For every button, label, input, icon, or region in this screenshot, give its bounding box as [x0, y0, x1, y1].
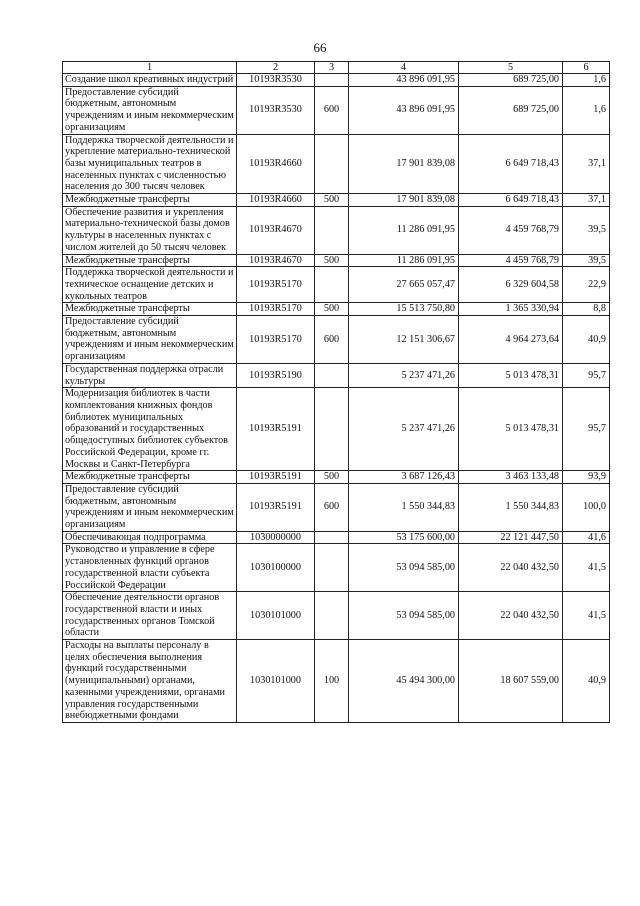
row-plan-amount: 1 550 344,83	[349, 483, 459, 531]
row-name: Руководство и управление в сфере установленных функций органов государственной власти субъекта Российской Федерации	[63, 544, 237, 592]
row-code: 10193R4670	[237, 254, 315, 267]
row-code: 1030101000	[237, 592, 315, 640]
row-fact-amount: 6 329 604,58	[459, 267, 563, 303]
row-fact-amount: 22 040 432,50	[459, 544, 563, 592]
row-plan-amount: 43 896 091,95	[349, 86, 459, 134]
row-fact-amount: 1 365 330,94	[459, 303, 563, 316]
table-row	[63, 471, 610, 484]
row-plan-amount: 27 665 057,47	[349, 267, 459, 303]
header-cell: 6	[563, 62, 610, 74]
header-cell: 3	[315, 62, 349, 74]
table-body	[63, 74, 610, 723]
row-expense-type	[315, 267, 349, 303]
table-row	[63, 267, 610, 303]
row-plan-amount: 11 286 091,95	[349, 254, 459, 267]
row-expense-type	[315, 592, 349, 640]
row-name: Предоставление субсидий бюджетным, автономным учреждениям и иным некоммерческим организациям	[63, 86, 237, 134]
row-code: 10193R5191	[237, 388, 315, 471]
row-name: Межбюджетные трансферты	[63, 303, 237, 316]
row-percent: 40,9	[563, 316, 610, 364]
row-expense-type	[315, 74, 349, 87]
row-fact-amount: 18 607 559,00	[459, 640, 563, 723]
row-percent: 41,5	[563, 592, 610, 640]
row-code: 1030101000	[237, 640, 315, 723]
row-name: Предоставление субсидий бюджетным, автономным учреждениям и иным некоммерческим организациям	[63, 316, 237, 364]
row-plan-amount: 11 286 091,95	[349, 206, 459, 254]
row-code: 10193R5170	[237, 303, 315, 316]
row-code: 10193R5170	[237, 267, 315, 303]
row-code: 10193R3530	[237, 74, 315, 87]
row-code: 10193R4660	[237, 194, 315, 207]
row-percent: 95,7	[563, 388, 610, 471]
table-row	[63, 531, 610, 544]
table-row	[63, 640, 610, 723]
row-percent: 41,5	[563, 544, 610, 592]
header-cell: 4	[349, 62, 459, 74]
row-plan-amount: 5 237 471,26	[349, 363, 459, 387]
row-expense-type	[315, 544, 349, 592]
row-expense-type: 600	[315, 316, 349, 364]
row-name: Межбюджетные трансферты	[63, 471, 237, 484]
row-fact-amount: 689 725,00	[459, 86, 563, 134]
table-row	[63, 592, 610, 640]
row-expense-type: 100	[315, 640, 349, 723]
header-cell: 2	[237, 62, 315, 74]
table-row	[63, 134, 610, 194]
row-code: 10193R4670	[237, 206, 315, 254]
row-fact-amount: 4 964 273,64	[459, 316, 563, 364]
row-plan-amount: 43 896 091,95	[349, 74, 459, 87]
row-percent: 39,5	[563, 206, 610, 254]
row-expense-type	[315, 388, 349, 471]
row-plan-amount: 53 175 600,00	[349, 531, 459, 544]
table-row	[63, 316, 610, 364]
row-name: Поддержка творческой деятельности и техническое оснащение детских и кукольных театров	[63, 267, 237, 303]
table-row	[63, 388, 610, 471]
row-code: 10193R5191	[237, 471, 315, 484]
row-name: Обеспечение развития и укрепления материально-технической базы домов культуры в населенных пунктах с числом жителей до 50 тысяч человек	[63, 206, 237, 254]
row-fact-amount: 1 550 344,83	[459, 483, 563, 531]
row-percent: 37,1	[563, 134, 610, 194]
row-fact-amount: 3 463 133,48	[459, 471, 563, 484]
row-code: 10193R5190	[237, 363, 315, 387]
table-row	[63, 206, 610, 254]
row-code: 10193R4660	[237, 134, 315, 194]
header-cell: 5	[459, 62, 563, 74]
row-plan-amount: 17 901 839,08	[349, 194, 459, 207]
row-name: Предоставление субсидий бюджетным, автономным учреждениям и иным некоммерческим организациям	[63, 483, 237, 531]
row-fact-amount: 6 649 718,43	[459, 134, 563, 194]
row-fact-amount: 6 649 718,43	[459, 194, 563, 207]
row-percent: 95,7	[563, 363, 610, 387]
row-fact-amount: 5 013 478,31	[459, 388, 563, 471]
table-row	[63, 74, 610, 87]
page-number: 66	[313, 40, 327, 55]
table-row	[63, 303, 610, 316]
row-name: Межбюджетные трансферты	[63, 254, 237, 267]
row-fact-amount: 22 121 447,50	[459, 531, 563, 544]
row-percent: 1,6	[563, 74, 610, 87]
table-row	[63, 254, 610, 267]
row-fact-amount: 689 725,00	[459, 74, 563, 87]
row-plan-amount: 5 237 471,26	[349, 388, 459, 471]
table-row	[63, 363, 610, 387]
row-fact-amount: 5 013 478,31	[459, 363, 563, 387]
row-code: 10193R5170	[237, 316, 315, 364]
row-plan-amount: 17 901 839,08	[349, 134, 459, 194]
row-percent: 100,0	[563, 483, 610, 531]
row-plan-amount: 3 687 126,43	[349, 471, 459, 484]
row-plan-amount: 12 151 306,67	[349, 316, 459, 364]
table-row	[63, 544, 610, 592]
row-expense-type: 500	[315, 471, 349, 484]
row-name: Модернизация библиотек в части комплектования книжных фондов библиотек муниципальных образований и государственных общедоступных библиотек субъектов Российской Федерации, кроме гг. Москвы и Санкт-Петербурга	[63, 388, 237, 471]
row-plan-amount: 15 513 750,80	[349, 303, 459, 316]
row-name: Обеспечивающая подпрограмма	[63, 531, 237, 544]
row-plan-amount: 45 494 300,00	[349, 640, 459, 723]
table-row	[63, 483, 610, 531]
row-percent: 39,5	[563, 254, 610, 267]
row-code: 10193R5191	[237, 483, 315, 531]
row-fact-amount: 4 459 768,79	[459, 206, 563, 254]
budget-table	[62, 61, 610, 723]
row-percent: 40,9	[563, 640, 610, 723]
row-expense-type: 600	[315, 86, 349, 134]
row-fact-amount: 4 459 768,79	[459, 254, 563, 267]
row-plan-amount: 53 094 585,00	[349, 592, 459, 640]
row-name: Расходы на выплаты персоналу в целях обеспечения выполнения функций государственными (муниципальными) органами, казенными учреждениями, органами управления государственными внебюджетными фондами	[63, 640, 237, 723]
row-percent: 93,9	[563, 471, 610, 484]
row-name: Обеспечение деятельности органов государственной власти и иных государственных органов Томской области	[63, 592, 237, 640]
row-expense-type: 600	[315, 483, 349, 531]
table-row	[63, 86, 610, 134]
row-expense-type	[315, 363, 349, 387]
row-expense-type: 500	[315, 303, 349, 316]
row-expense-type	[315, 531, 349, 544]
row-name: Межбюджетные трансферты	[63, 194, 237, 207]
row-percent: 37,1	[563, 194, 610, 207]
row-expense-type: 500	[315, 254, 349, 267]
row-percent: 8,8	[563, 303, 610, 316]
row-code: 1030100000	[237, 544, 315, 592]
header-row	[63, 62, 610, 74]
header-cell: 1	[63, 62, 237, 74]
row-code: 1030000000	[237, 531, 315, 544]
row-percent: 41,6	[563, 531, 610, 544]
row-name: Создание школ креативных индустрий	[63, 74, 237, 87]
row-name: Поддержка творческой деятельности и укрепление материально-технической базы муниципальных театров в населенных пунктах с численностью населения до 300 тысяч человек	[63, 134, 237, 194]
row-code: 10193R3530	[237, 86, 315, 134]
row-expense-type: 500	[315, 194, 349, 207]
table-row	[63, 194, 610, 207]
row-expense-type	[315, 134, 349, 194]
row-fact-amount: 22 040 432,50	[459, 592, 563, 640]
row-plan-amount: 53 094 585,00	[349, 544, 459, 592]
row-percent: 22,9	[563, 267, 610, 303]
row-name: Государственная поддержка отрасли культуры	[63, 363, 237, 387]
row-percent: 1,6	[563, 86, 610, 134]
row-expense-type	[315, 206, 349, 254]
